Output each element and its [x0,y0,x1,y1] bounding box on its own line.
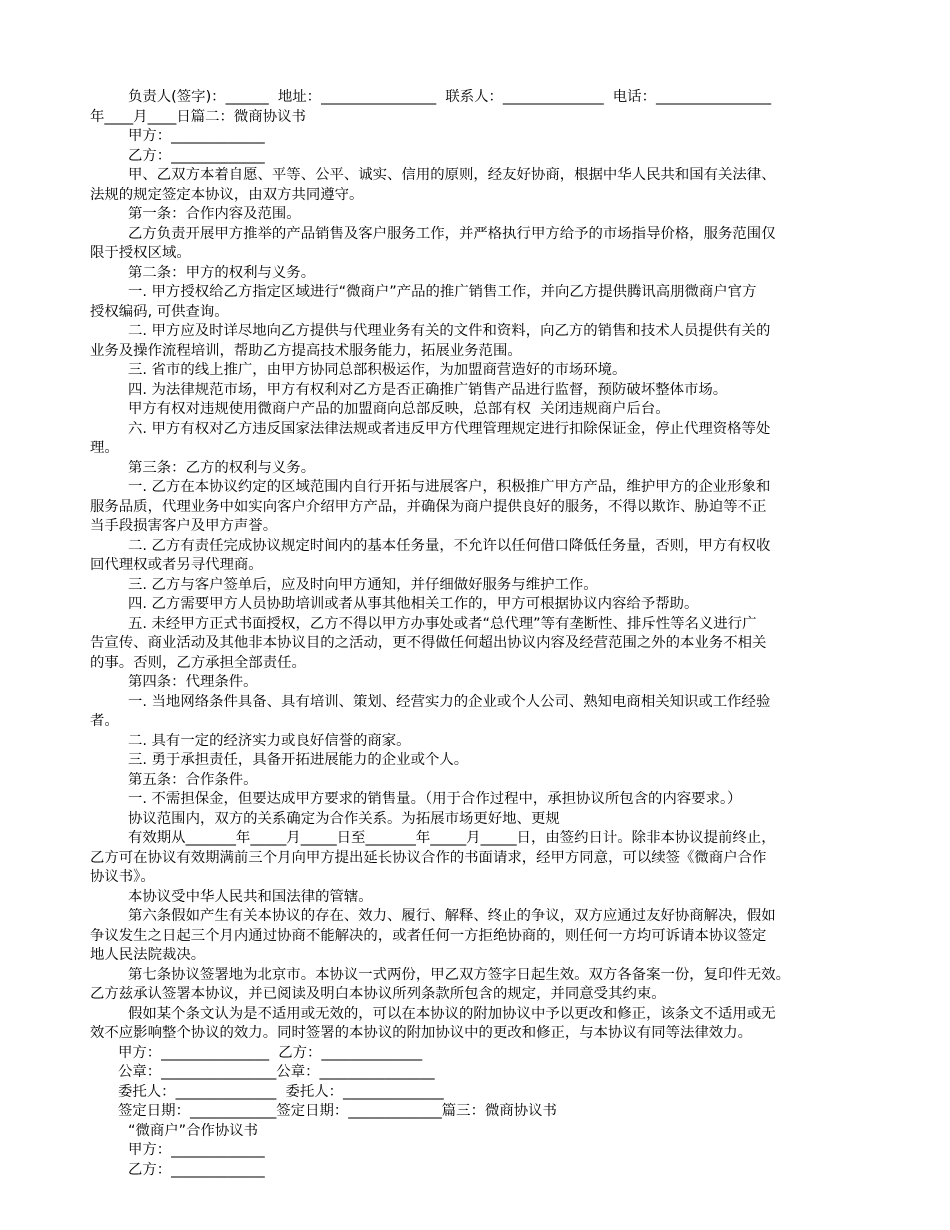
text-line: 理。 [90,440,119,456]
text-line: 有效期从_______年_____月_____日至_______年_____月_____日，由签约日计。除非本协议提前终止， [128,830,776,846]
text-line: 三. 勇于承担责任，具备开拓进展能力的企业或个人。 [128,752,469,768]
text-line: 甲方有权对违规使用微商户产品的加盟商向总部反映，总部有权 关闭违规商户后台。 [128,401,670,417]
text-line: 服务品质，代理业务中如实向客户介绍甲方产品，并确保为商户提供良好的服务，不得以欺诈、胁迫等不正 [90,498,767,515]
text-line: 协议范围内，双方的关系确定为合作关系。为拓展市场更好地、更规 [128,810,560,827]
text-line: 五. 未经甲方正式书面授权，乙方不得以甲方办事处或者“总代理”等有垄断性、排斥性等名义进行广 [128,615,757,632]
text-line: 第二条：甲方的权利与义务。 [128,264,316,281]
text-line: 乙方：_____________ [128,1161,265,1178]
text-line: 委托人：______________ 委托人：______________ [118,1083,444,1100]
text-line: 四. 为法律规范市场，甲方有权利对乙方是否正确推广销售产品进行监督，预防破坏整体市场。 [128,381,728,398]
text-line: 一. 乙方在本协议约定的区域范围内自行开拓与进展客户，积极推广甲方产品，维护甲方的企业形象和 [128,479,771,495]
text-line: 二. 甲方应及时详尽地向乙方提供与代理业务有关的文件和资料，向乙方的销售和技术人员提供有关的 [128,323,771,339]
text-line: 三. 省市的线上推广，由甲方协同总部积极运作，为加盟商营造好的市场环境。 [128,362,627,378]
text-line: 乙方可在协议有效期满前三个月向甲方提出延长协议合作的书面请求，经甲方同意，可以续签《微商户合作 [90,849,767,866]
text-line: 授权编码, 可供查询。 [90,303,229,320]
text-line: 乙方负责开展甲方推举的产品销售及客户服务工作，并严格执行甲方给予的市场指导价格，服务范围仅 [128,225,776,242]
text-line: 甲、乙双方本着自愿、平等、公平、诚实、信用的原则，经友好协商，根据中华人民共和国有关法律、 [128,167,776,183]
text-line: 一. 甲方授权给乙方指定区域进行“微商户”产品的推广销售工作，并向乙方提供腾讯高朋微商户官方 [128,284,757,300]
text-line: 一. 当地网络条件具备、具有培训、策划、经营实力的企业或个人公司、熟知电商相关知识或工作经验 [128,693,771,710]
text-line: 第六条假如产生有关本协议的存在、效力、履行、解释、终止的争议，双方应通过友好协商解决，假如 [128,908,776,924]
text-line: 一. 不需担保金，但要达成甲方要求的销售量。（用于合作过程中，承担协议所包含的内容要求。） [128,791,742,807]
text-line: 协议书》。 [90,869,155,885]
text-line: 负责人(签字)：______ 地址：________________ 联系人：______________ 电话：________________ [128,89,772,105]
text-line: 告宣传、商业活动及其他非本协议目的之活动，更不得做任何超出协议内容及经营范围之外的本业务不相关 [90,635,767,651]
text-line: 当手段损害客户及甲方声誉。 [90,518,278,534]
text-line: 四. 乙方需要甲方人员协助培训或者从事其他相关工作的，甲方可根据协议内容给予帮助。 [128,596,699,612]
text-line: 签定日期：____________签定日期：_____________篇三：微商协议书 [118,1103,557,1119]
text-line: 者。 [90,713,119,729]
text-line: 第四条：代理条件。 [128,674,258,690]
text-line: 甲方：_______________ 乙方：______________ [118,1044,423,1061]
text-line: 二. 乙方有责任完成协议规定时间内的基本任务量，不允许以任何借口降低任务量，否则，甲方有权收 [128,537,771,554]
text-line: 回代理权或者另寻代理商。 [90,557,263,573]
text-line: 本协议受中华人民共和国法律的管辖。 [128,888,373,905]
text-line: 三. 乙方与客户签单后，应及时向甲方通知，并仔细做好服务与维护工作。 [128,576,598,593]
text-line: 乙方兹承认签署本协议，并已阅读及明白本协议所列条款所包含的规定，并同意受其约束。 [90,986,666,1002]
text-line: 业务及操作流程培训，帮助乙方提高技术服务能力，拓展业务范围。 [90,342,522,359]
text-line: 二. 具有一定的经济实力或良好信誉的商家。 [128,732,411,749]
text-line: 地人民法院裁决。 [90,947,206,963]
text-line: 第七条协议签署地为北京市。本协议一式两份，甲乙双方签字日起生效。双方各备案一份，复印件无效。 [128,966,790,983]
text-line: 限于授权区域。 [90,245,191,261]
text-line: 年____月____日篇二：微商协议书 [90,108,306,125]
text-line: 效不应影响整个协议的效力。同时签署的本协议的附加协议中的更改和修正，与本协议有同等法律效力。 [90,1025,752,1041]
text-line: 第一条：合作内容及范围。 [128,206,301,222]
text-line: “微商户”合作协议书 [128,1122,259,1139]
text-line: 甲方：_____________ [128,1142,265,1158]
text-line: 第三条：乙方的权利与义务。 [128,459,316,476]
text-line: 争议发生之日起三个月内通过协商不能解决的，或者任何一方拒绝协商的，则任何一方均可诉请本协议签定 [90,927,767,944]
text-line: 的事。否则，乙方承担全部责任。 [90,654,306,671]
text-line: 公章：________________公章：________________ [118,1064,435,1080]
text-line: 甲方：_____________ [128,128,265,144]
text-line: 六. 甲方有权对乙方违反国家法律法规或者违反甲方代理管理规定进行扣除保证金，停止代理资格等处 [128,420,771,437]
text-line: 法规的规定签定本协议，由双方共同遵守。 [90,186,364,203]
text-line: 假如某个条文认为是不适用或无效的，可以在本协议的附加协议中予以更改和修正，该条文不适用或无 [128,1005,776,1022]
text-line: 第五条：合作条件。 [128,771,258,788]
text-line: 乙方：_____________ [128,147,265,164]
